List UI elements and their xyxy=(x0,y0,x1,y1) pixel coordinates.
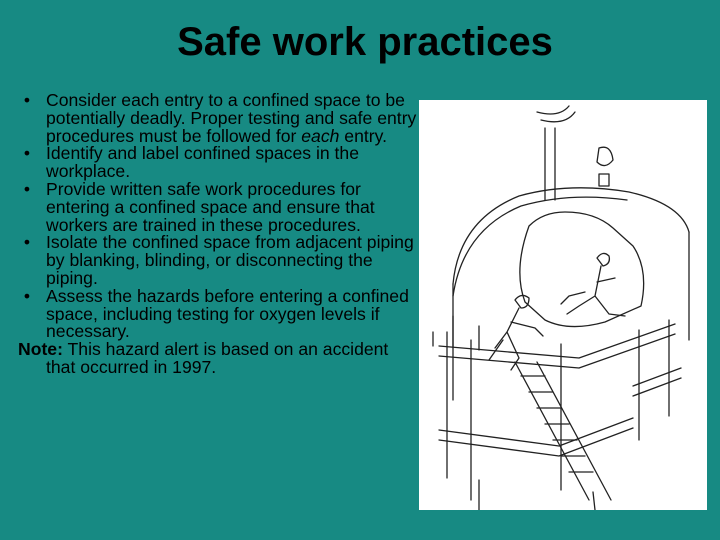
slide-title: Safe work practices xyxy=(177,20,553,64)
bullet-dot: • xyxy=(23,285,31,306)
bullet-emphasis: each xyxy=(301,125,340,146)
note-text: This hazard alert is based on an accident that occurred in 1997. xyxy=(46,339,389,377)
bullet-dot: • xyxy=(23,90,31,110)
stairs xyxy=(515,362,611,500)
bullet-item xyxy=(18,92,418,145)
platform-frame xyxy=(447,320,669,500)
bullet-item xyxy=(18,234,418,287)
bullet-text: Identify and label confined spaces in the workplace. xyxy=(46,143,359,182)
slide-content xyxy=(18,92,418,377)
tank-drawing xyxy=(419,100,707,510)
bullet-text: Consider each entry to a confined space to be potentially deadly. Proper testing and safe entry procedures must be followed for xyxy=(46,90,417,146)
bullet-item xyxy=(18,285,418,342)
bullet-dot: • xyxy=(23,232,31,253)
bullet-text: Assess the hazards before entering a confined space, including testing for oxygen levels if necessary. xyxy=(46,285,409,342)
tank-wall xyxy=(453,232,689,400)
bullet-list xyxy=(18,92,418,341)
bullet-text: Isolate the confined space from adjacent piping by blanking, blinding, or disconnecting the piping. xyxy=(46,232,414,288)
bullet-dot: • xyxy=(23,143,31,164)
note-label: Note: xyxy=(18,339,63,360)
confined-space-illustration xyxy=(419,100,707,510)
bullet-text-end: entry. xyxy=(339,125,387,146)
worker-inside xyxy=(567,253,625,316)
bullet-item xyxy=(18,178,418,235)
tank-dome xyxy=(453,188,689,284)
pipe-curve xyxy=(537,106,575,122)
bullet-dot: • xyxy=(23,178,31,199)
worker-entering xyxy=(489,295,543,370)
top-valve xyxy=(597,147,613,186)
bullet-text: Provide written safe work procedures for entering a confined space and ensure that workers are trained in these procedures. xyxy=(46,178,375,235)
manway-opening xyxy=(520,212,644,327)
note-paragraph xyxy=(18,341,418,377)
bullet-item xyxy=(18,145,418,181)
